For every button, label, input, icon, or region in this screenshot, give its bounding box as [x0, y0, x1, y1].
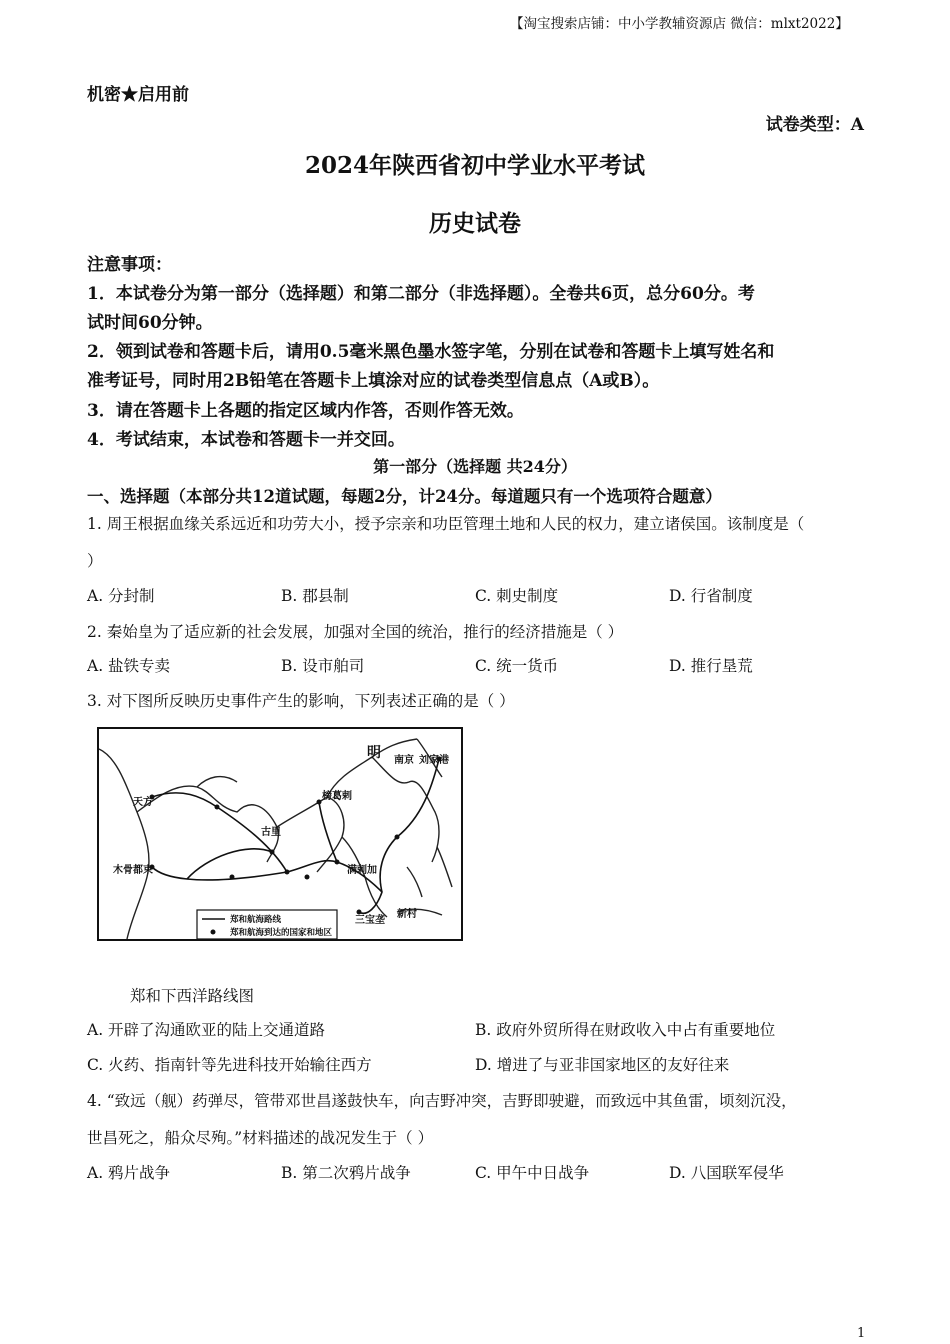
- part-title: 第一部分（选择题 共24分）: [373, 457, 577, 476]
- confidential-mark: 机密★启用前: [87, 85, 189, 105]
- map-label-ming: 明: [367, 745, 381, 761]
- question-2-option-c[interactable]: C. 统一货币: [475, 657, 559, 675]
- note-line: 1．本试卷分为第一部分（选择题）和第二部分（非选择题）。全卷共6页，总分60分。考: [87, 284, 755, 304]
- note-line: 3．请在答题卡上各题的指定区域内作答，否则作答无效。: [87, 401, 524, 421]
- question-2-option-b[interactable]: B. 设市舶司: [281, 657, 365, 675]
- question-1-option-c[interactable]: C. 刺史制度: [475, 587, 559, 605]
- map-label-bengal: 榜葛剌: [322, 791, 352, 802]
- map-label-sanbaolong: 三宝垄: [355, 915, 385, 926]
- legend-points-label: 郑和航海到达的国家和地区: [230, 928, 333, 938]
- watermark: 【淘宝搜索店铺：中小学教辅资源店 微信：mlxt2022】: [510, 16, 849, 32]
- question-4-stem: 4. “致远（舰）药弹尽，管带邓世昌遂鼓快车，向吉野冲突，吉野即驶避，而致远中其鱼雷，顷刻沉没，: [87, 1092, 797, 1110]
- question-2-option-a[interactable]: A. 盐铁专卖: [87, 657, 171, 675]
- note-line: 准考证号，同时用2B铅笔在答题卡上填涂对应的试卷类型信息点（A或B）。: [87, 371, 660, 391]
- note-line: 试时间60分钟。: [87, 313, 213, 333]
- map-label-malacca: 满剌加: [347, 865, 377, 876]
- question-3-option-a[interactable]: A. 开辟了沟通欧亚的陆上交通道路: [87, 1021, 326, 1039]
- question-1-option-a[interactable]: A. 分封制: [87, 587, 155, 605]
- question-1-option-b[interactable]: B. 郡县制: [281, 587, 349, 605]
- page-title: 2024年陕西省初中学业水平考试: [304, 152, 645, 179]
- question-3-option-b[interactable]: B. 政府外贸所得在财政收入中占有重要地位: [475, 1021, 776, 1039]
- question-1-stem-cont: ）: [87, 552, 103, 570]
- map-label-nanjing: 南京: [394, 755, 414, 766]
- map-label-tianfang: 天方: [133, 797, 153, 808]
- notes-heading: 注意事项：: [87, 255, 172, 275]
- question-4-option-c[interactable]: C. 甲午中日战争: [475, 1164, 590, 1182]
- page-number: 1: [857, 1326, 866, 1341]
- page-subtitle: 历史试卷: [429, 210, 521, 237]
- question-3-option-d[interactable]: D. 增进了与亚非国家地区的友好往来: [475, 1056, 730, 1074]
- question-4-option-a[interactable]: A. 鸦片战争: [87, 1164, 171, 1182]
- map-label-xincun: 新村: [397, 909, 417, 920]
- question-2-option-d[interactable]: D. 推行垦荒: [669, 657, 753, 675]
- section-title: 一、选择题（本部分共12道试题，每题2分，计24分。每道题只有一个选项符合题意）: [87, 487, 722, 506]
- zheng-he-voyage-map: [97, 727, 463, 941]
- question-3-option-c[interactable]: C. 火药、指南针等先进科技开始输往西方: [87, 1056, 372, 1074]
- paper-type: 试卷类型：A: [765, 115, 864, 135]
- figure-caption: 郑和下西洋路线图: [130, 987, 255, 1005]
- legend-route-label: 郑和航海路线: [230, 915, 282, 925]
- question-4-option-b[interactable]: B. 第二次鸦片战争: [281, 1164, 411, 1182]
- map-label-liujiagang: 刘家港: [419, 755, 449, 766]
- note-line: 2．领到试卷和答题卡后，请用0.5毫米黑色墨水签字笔，分别在试卷和答题卡上填写姓名和: [87, 342, 775, 362]
- note-line: 4．考试结束，本试卷和答题卡一并交回。: [87, 430, 405, 450]
- question-3-stem: 3. 对下图所反映历史事件产生的影响，下列表述正确的是（ ）: [87, 692, 515, 710]
- map-label-guli: 古里: [261, 827, 281, 838]
- question-2-stem: 2. 秦始皇为了适应新的社会发展，加强对全国的统治，推行的经济措施是（ ）: [87, 623, 624, 641]
- question-4-stem-cont: 世昌死之，船众尽殉。”材料描述的战况发生于（ ）: [87, 1129, 434, 1147]
- question-1-option-d[interactable]: D. 行省制度: [669, 587, 753, 605]
- question-4-option-d[interactable]: D. 八国联军侵华: [669, 1164, 784, 1182]
- question-1-stem: 1. 周王根据血缘关系远近和功劳大小，授予宗亲和功臣管理土地和人民的权力，建立诸侯国。该制度是（: [87, 515, 805, 533]
- map-label-mogadishu: 木骨都束: [113, 865, 153, 876]
